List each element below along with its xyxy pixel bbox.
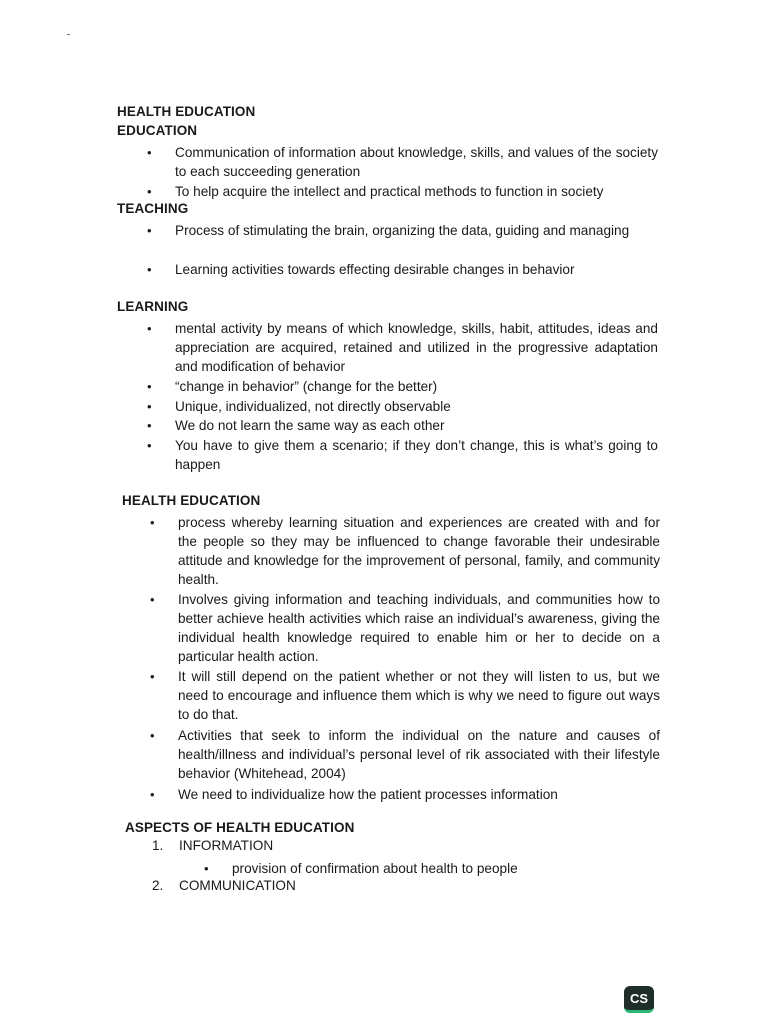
health-education-bullet-2: Involves giving information and teaching individuals, and communities how to better achieve health activities which raise an individual’s awareness, giving the individual health knowledge required to enable him or her to decide on a particular health action. <box>178 592 660 664</box>
bullet-glyph: • <box>204 861 209 876</box>
health-education-bullet-1: process whereby learning situation and experiences are created with and for the people so they may be influenced to change favorable their undesirable attitude and knowledge for the improvement of personal, family, and community health. <box>178 515 660 587</box>
scan-speck <box>67 34 70 35</box>
bullet-glyph: • <box>147 321 152 336</box>
education-bullet-1: Communication of information about knowledge, skills, and values of the society to each succeeding generation <box>175 145 658 179</box>
health-education-bullet-3: It will still depend on the patient whether or not they will listen to us, but we need to encourage and influence them which is why we need to figure out ways to do that. <box>178 669 660 722</box>
bullet-glyph: • <box>147 223 152 238</box>
bullet-glyph: • <box>147 145 152 160</box>
bullet-glyph: • <box>150 669 155 684</box>
bullet-glyph: • <box>147 184 152 199</box>
aspect-sub-bullet-1: provision of confirmation about health to people <box>232 861 518 876</box>
teaching-bullet-2: Learning activities towards effecting desirable changes in behavior <box>175 262 575 277</box>
learning-bullet-2: “change in behavior” (change for the better) <box>175 379 438 394</box>
page-title: HEALTH EDUCATION <box>117 104 256 119</box>
learning-bullet-3: Unique, individualized, not directly observable <box>175 399 451 414</box>
bullet-glyph: • <box>150 592 155 607</box>
heading-learning: LEARNING <box>117 299 189 314</box>
camscanner-logo: CS <box>624 986 654 1013</box>
learning-bullet-1: mental activity by means of which knowledge, skills, habit, attitudes, ideas and appreciation are acquired, retained and utilized in the progressive adaptation and modification of behavior <box>175 321 658 374</box>
bullet-glyph: • <box>150 787 155 802</box>
health-education-bullet-4: Activities that seek to inform the individual on the nature and causes of health/illness and individual’s personal level of rik associated with their lifestyle behavior (Whitehead, 2004) <box>178 728 660 781</box>
heading-health-education: HEALTH EDUCATION <box>122 493 261 508</box>
aspect-number-1: 1. <box>152 838 164 853</box>
aspect-number-2: 2. <box>152 878 164 893</box>
aspect-label-1: INFORMATION <box>179 838 274 853</box>
bullet-glyph: • <box>150 728 155 743</box>
bullet-glyph: • <box>147 438 152 453</box>
aspect-label-2: COMMUNICATION <box>179 878 296 893</box>
teaching-bullet-1: Process of stimulating the brain, organizing the data, guiding and managing <box>175 223 630 238</box>
bullet-glyph: • <box>150 515 155 530</box>
education-bullet-2: To help acquire the intellect and practical methods to function in society <box>175 184 604 199</box>
heading-aspects: ASPECTS OF HEALTH EDUCATION <box>125 820 355 835</box>
learning-bullet-5: You have to give them a scenario; if they don’t change, this is what’s going to happen <box>175 438 658 472</box>
heading-teaching: TEACHING <box>117 201 189 216</box>
health-education-bullet-5: We need to individualize how the patient processes information <box>178 787 558 802</box>
bullet-glyph: • <box>147 399 152 414</box>
bullet-glyph: • <box>147 418 152 433</box>
learning-bullet-4: We do not learn the same way as each other <box>175 418 445 433</box>
bullet-glyph: • <box>147 379 152 394</box>
bullet-glyph: • <box>147 262 152 277</box>
heading-education: EDUCATION <box>117 123 198 138</box>
